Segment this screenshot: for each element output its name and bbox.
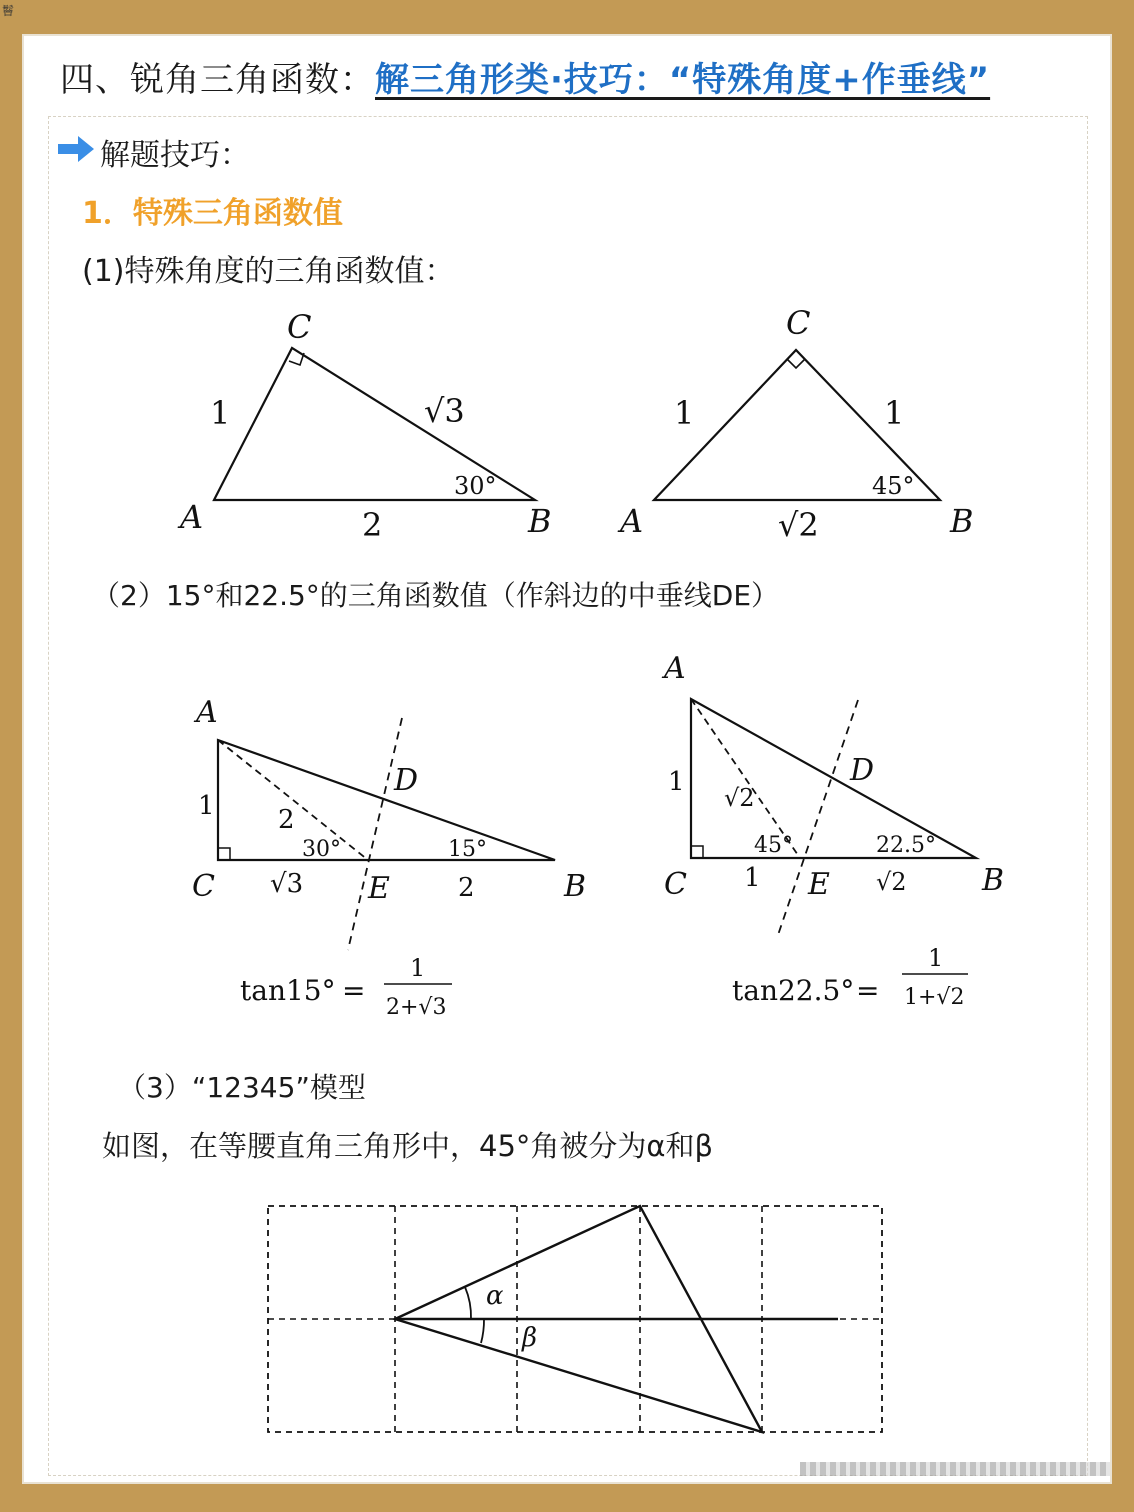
fig4-formula-den: 1+√2 xyxy=(904,985,965,1010)
fig4-label-a: A xyxy=(664,651,686,686)
fig4-label-e: E xyxy=(808,867,830,902)
title-highlight: 解三角形类·技巧：“特殊角度+作垂线” xyxy=(375,60,991,100)
subheading-3: （3）“12345”模型 xyxy=(118,1071,366,1104)
fig1-label-a: A xyxy=(180,498,204,536)
tips-label: 解题技巧： xyxy=(100,138,250,173)
alpha-label: α xyxy=(486,1281,504,1311)
fig4-side-ac: 1 xyxy=(668,767,685,797)
fig4-seg-eb: √2 xyxy=(876,868,907,896)
corner-mark: 鬙 xyxy=(2,4,15,18)
fig1-label-b: B xyxy=(528,502,552,540)
fig2-label-c: C xyxy=(786,304,811,342)
fig1-side-cb: √3 xyxy=(424,392,465,430)
right-angle-mark xyxy=(787,359,805,368)
fig2-side-cb: 1 xyxy=(884,394,905,432)
fig2-label-a: A xyxy=(620,502,644,540)
fig3-side-ac: 1 xyxy=(198,791,215,821)
model-description: 如图，在等腰直角三角形中，45°角被分为α和β xyxy=(102,1129,714,1163)
fig3-seg-eb: 2 xyxy=(458,873,475,903)
fig3-label-d: D xyxy=(394,763,419,798)
fig2-side-ab: √2 xyxy=(778,506,819,544)
fig4-angle-b: 22.5° xyxy=(876,833,936,858)
watermark-bar xyxy=(800,1462,1110,1476)
fig4-formula-lhs: tan22.5° xyxy=(732,974,855,1007)
fig3-seg-ce: √3 xyxy=(270,869,304,899)
title-prefix: 四、锐角三角函数： xyxy=(60,60,375,100)
fig4-angle-e: 45° xyxy=(754,833,793,858)
fig3-angle-e: 30° xyxy=(302,837,341,862)
subheading-1: (1)特殊角度的三角函数值： xyxy=(82,254,455,289)
fig4-label-d: D xyxy=(850,753,875,788)
figure-tan22-5 xyxy=(691,699,976,935)
alpha-arc xyxy=(465,1287,471,1319)
fig3-label-a: A xyxy=(196,695,218,730)
beta-label: β xyxy=(522,1323,538,1353)
triangle-outline xyxy=(218,740,555,860)
perpendicular-bisector xyxy=(348,718,402,950)
fig4-seg-ce: 1 xyxy=(744,863,761,893)
fig3-angle-b: 15° xyxy=(448,837,487,862)
fig4-formula-eq: = xyxy=(856,974,880,1007)
fig1-label-c: C xyxy=(287,308,312,346)
fig1-side-ab: 2 xyxy=(362,506,383,544)
dashed-ae xyxy=(218,740,368,860)
fig3-formula-lhs: tan15° xyxy=(240,974,336,1007)
fig4-label-c: C xyxy=(664,867,687,902)
section-heading: 1．特殊三角函数值 xyxy=(82,196,343,231)
fig3-label-b: B xyxy=(564,869,587,904)
fig2-angle: 45° xyxy=(872,472,915,500)
fig3-formula-num: 1 xyxy=(410,954,426,982)
fig4-seg-ae: √2 xyxy=(724,784,755,812)
fig1-angle: 30° xyxy=(454,472,497,500)
fig3-label-c: C xyxy=(192,869,215,904)
fig4-formula-num: 1 xyxy=(928,944,944,972)
right-angle-mark xyxy=(691,846,703,858)
figure-12345-model xyxy=(268,1206,882,1432)
fig1-side-ac: 1 xyxy=(210,394,231,432)
fig3-formula-eq: = xyxy=(342,974,366,1007)
figure-tan15 xyxy=(218,718,555,950)
fig3-label-e: E xyxy=(368,871,390,906)
right-angle-mark xyxy=(218,848,230,860)
fig2-side-ac: 1 xyxy=(674,394,695,432)
fig2-label-b: B xyxy=(950,502,974,540)
fig3-formula-den: 2+√3 xyxy=(386,995,447,1020)
fig4-label-b: B xyxy=(982,863,1005,898)
fig3-seg-ae: 2 xyxy=(278,805,295,835)
beta-arc xyxy=(481,1319,484,1343)
subheading-2: （2）15°和22.5°的三角函数值（作斜边的中垂线DE） xyxy=(92,579,780,612)
